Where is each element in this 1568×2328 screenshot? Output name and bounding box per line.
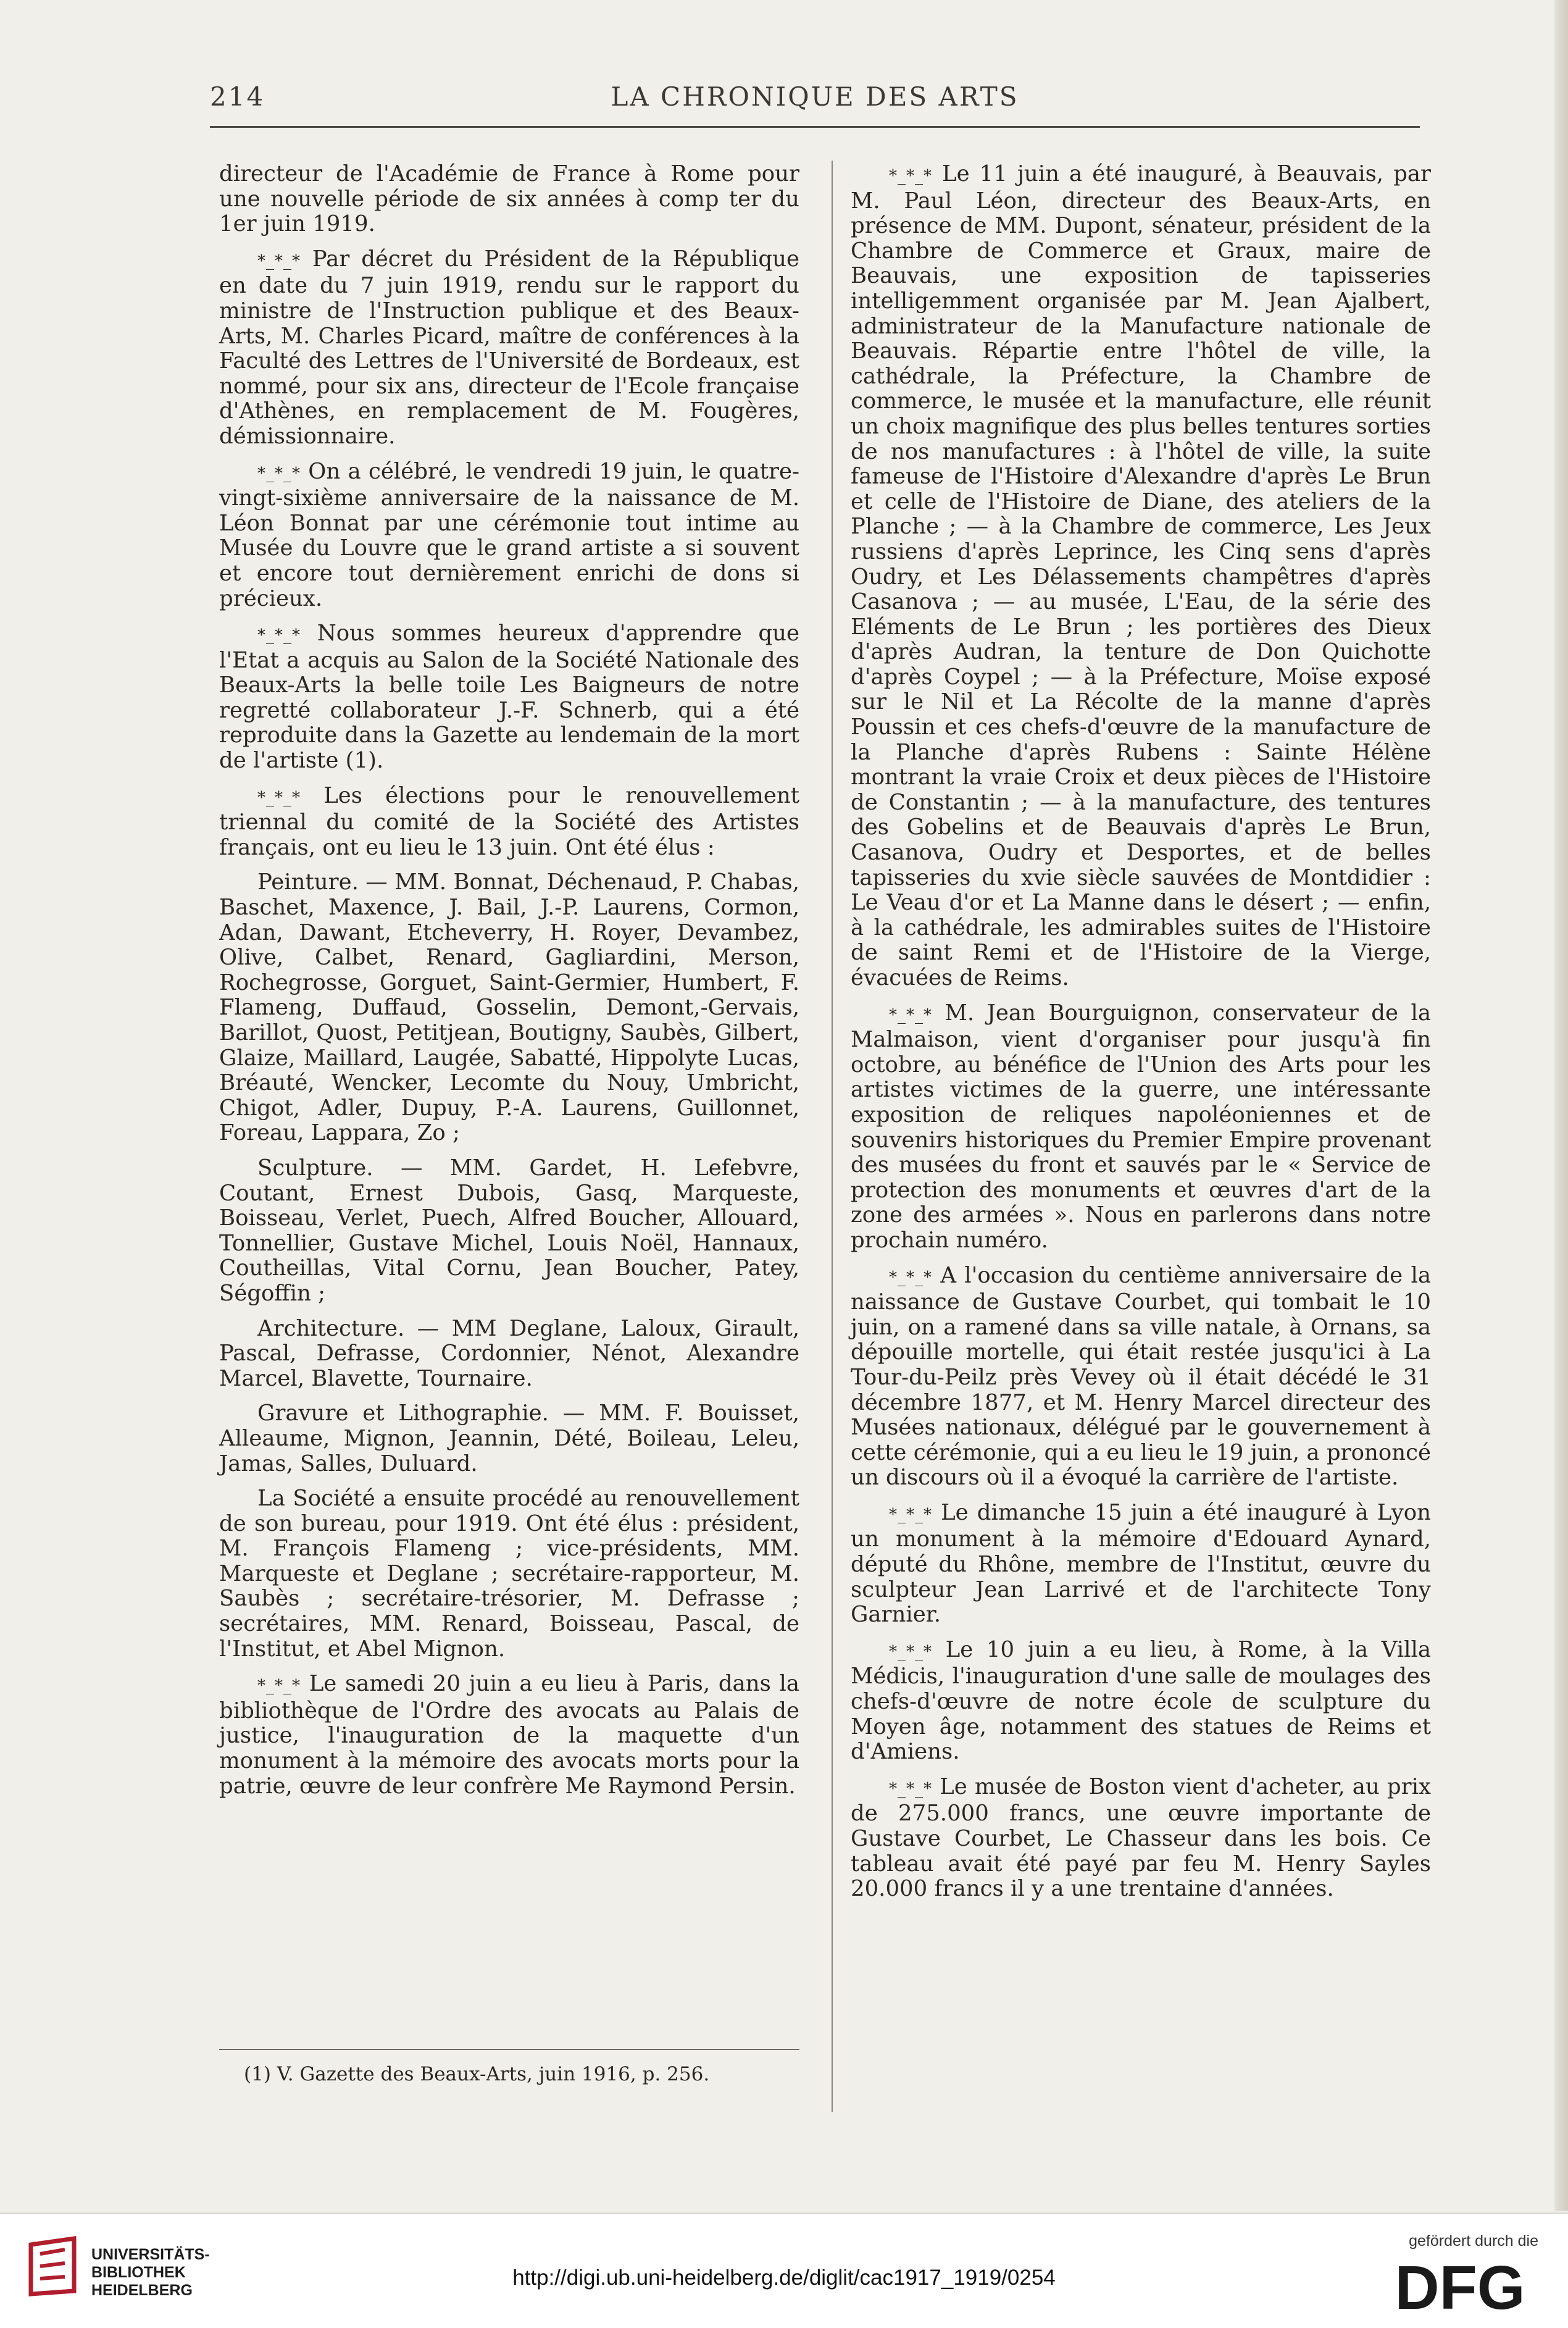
paragraph-text: Peinture. — MM. Bonnat, Déchenaud, P. Chabas, Baschet, Maxence, J. Bail, J.-P. Laurens, Cormon, Adan, Dawant, Etcheverry, H. Royer, Devambez, Olive, Calbet, Renard, Gagliardini, Merson, Rochegrosse, Gorguet, Saint-Germier, Humbert, F. Flameng, Duffaud, Gosselin, Demont,-Gervais, Barillot, Quost, Petitjean, Boutigny, Saubès, Gilbert, Glaize, Maillard, Laugée, Sabatté, Hippolyte Lucas, Bréauté, Wencker, Lecomte du Nouy, Umbricht, Chigot, Adler, Dupuy, P.-A. Laurens, Guillonnet, Foreau, Lappara, Zo ; — [219, 869, 799, 1146]
paragraph-text: Sculpture. — MM. Gardet, H. Lefebvre, Coutant, Ernest Dubois, Gasq, Marqueste, Boisseau, Verlet, Puech, Alfred Boucher, Allouard, Tonnellier, Gustave Michel, Louis Noël, Hannaux, Coutheillas, Vital Cornu, Jean Boucher, Patey, Ségoffin ; — [219, 1155, 799, 1306]
paragraph — [851, 1263, 1431, 1491]
asterism-mark: *_*_* — [889, 1268, 932, 1287]
paragraph-text: La Société a ensuite procédé au renouvellement de son bureau, pour 1919. Ont été élus : président, M. François Flameng ; vice-présidents, MM. Marqueste et Deglane ; secrétaire-rapporteur, M. Saubès ; secrétaire-trésorier, M. Defrasse ; secrétaires, MM. Renard, Boisseau, Pascal, de l'Institut, et Abel Mignon. — [219, 1486, 799, 1662]
asterism-mark: *_*_* — [257, 464, 301, 483]
paragraph — [219, 1401, 799, 1476]
column-divider — [832, 161, 833, 2112]
paragraph-text: A l'occasion du centième anniversaire de la naissance de Gustave Courbet, qui tombait le 10 juin, on a ramené dans sa ville natale, à Ornans, sa dépouille mortelle, qui était restée jusqu'ici à La Tour-du-Peilz près Vevey où il était décédé le 31 décembre 1877, et M. Henry Marcel directeur des Musées nationaux, délégué par le gouvernement à cette cérémonie, qui a eu lieu le 19 juin, a prononcé un discours où il a évoqué la carrière de l'artiste. — [851, 1262, 1431, 1491]
paragraph — [851, 1638, 1431, 1765]
asterism-mark: *_*_* — [889, 167, 932, 185]
paragraph — [219, 162, 799, 237]
paragraph — [219, 1672, 799, 1799]
asterism-mark: *_*_* — [889, 1779, 932, 1798]
header-rule — [210, 126, 1420, 128]
running-header — [210, 82, 1420, 119]
paragraph-text: On a célébré, le vendredi 19 juin, le quatre-vingt-sixième anniversaire de la naissance de M. Léon Bonnat par une cérémonie tout intime au Musée du Louvre que le grand artiste a si souvent et encore tout dernièrement enrichi de dons si précieux. — [219, 458, 799, 611]
funded-by-text: gefördert durch die — [1409, 2232, 1538, 2250]
paragraph — [219, 247, 799, 450]
page-number: 214 — [210, 82, 265, 112]
paragraph-text: Le musée de Boston vient d'acheter, au prix de 275.000 francs, une œuvre importante de Gustave Courbet, Le Chasseur dans les bois. Ce tableau avait été payé par feu M. Henry Sayles 20.000 francs il y a une trentaine d'années. — [851, 1773, 1431, 1902]
paragraph-text: Par décret du Président de la République en date du 7 juin 1919, rendu sur le rapport du ministre de l'Instruction publique et des Beaux-Arts, M. Charles Picard, maître de conférences à la Faculté des Lettres de l'Université de Bordeaux, est nommé, pour six ans, directeur de l'Ecole française d'Athènes, en remplacement de M. Fougères, démissionnaire. — [219, 246, 799, 449]
institution-line: BIBLIOTHEK — [91, 2264, 186, 2281]
footnote-rule — [219, 2049, 799, 2050]
asterism-mark: *_*_* — [889, 1642, 932, 1661]
paragraph-text: Nous sommes heureux d'apprendre que l'Etat a acquis au Salon de la Société Nationale des Beaux-Arts la belle toile Les Baigneurs de notre regretté collaborateur J.-F. Schnerb, qui a été reproduite dans la Gazette au lendemain de la mort de l'artiste (1). — [219, 621, 799, 774]
paragraph — [219, 1317, 799, 1392]
paragraph — [219, 621, 799, 774]
paragraph — [851, 1775, 1431, 1902]
asterism-mark: *_*_* — [257, 788, 301, 807]
paragraph — [851, 162, 1431, 991]
paragraph-text: Le samedi 20 juin a eu lieu à Paris, dans la bibliothèque de l'Ordre des avocats au Palais de justice, l'inauguration de la maquette d'un monument à la mémoire des avocats morts pour la patrie, œuvre de leur confrère Me Raymond Persin. — [219, 1671, 799, 1799]
paragraph — [219, 784, 799, 861]
dfg-logo — [1377, 2257, 1543, 2316]
right-column — [851, 162, 1431, 1912]
source-url[interactable]: http://digi.ub.uni-heidelberg.de/diglit/cac1917_1919/0254 — [512, 2266, 1056, 2290]
dfg-logo-text: DFG — [1395, 2257, 1525, 2316]
asterism-mark: *_*_* — [889, 1005, 932, 1024]
paragraph — [219, 870, 799, 1146]
left-column — [219, 162, 799, 1809]
paragraph — [219, 1156, 799, 1307]
paragraph — [851, 1001, 1431, 1254]
paragraph-text: Gravure et Lithographie. — MM. F. Bouisset, Alleaume, Mignon, Jeannin, Dété, Boileau, Leleu, Jamas, Salles, Duluard. — [219, 1401, 799, 1476]
paragraph-text: Les élections pour le renouvellement triennal du comité de la Société des Artistes français, ont eu lieu le 13 juin. Ont été élus : — [219, 782, 799, 860]
footnote: (1) V. Gazette des Beaux-Arts, juin 1916, p. 256. — [244, 2063, 710, 2085]
paragraph-text: Le 10 juin a eu lieu, à Rome, à la Villa Médicis, l'inauguration d'une salle de moulages des chefs-d'œuvre de notre école de sculpture du Moyen âge, notamment des statues de Reims et d'Amiens. — [851, 1636, 1431, 1765]
paragraph-text: M. Jean Bourguignon, conservateur de la Malmaison, vient d'organiser pour jusqu'à fin octobre, au bénéfice de l'Union des Arts pour les artistes victimes de la guerre, une intéressante exposition de reliques napoléoniennes et de souvenirs historiques du Premier Empire provenant des musées du front et sauvés par le « Service de protection des monuments et œuvres d'art de la zone des armées ». Nous en parlerons dans notre prochain numéro. — [851, 1000, 1431, 1253]
paragraph-text: Le 11 juin a été inauguré, à Beauvais, par M. Paul Léon, directeur des Beaux-Arts, en présence de MM. Dupont, sénateur, président de la Chambre de Commerce et Graux, maire de Beauvais, une exposition de tapisseries intelligemment organisée par M. Jean Ajalbert, administrateur de la Manufacture nationale de Beauvais. Répartie entre l'hôtel de ville, la cathédrale, la Préfecture, la Chambre de commerce, le musée et la manufacture, elle réunit un choix magnifique des plus belles tentures sorties de nos manufactures : à l'hôtel de ville, la suite fameuse de l'Histoire d'Alexandre d'après Le Brun et celle de l'Histoire de Diane, des ateliers de la Planche ; — à la Chambre de commerce, Les Jeux russiens d'après Leprince, les Cinq sens d'après Oudry, et Les Délassements champêtres d'après Casanova ; — au musée, L'Eau, de la série des Eléments de Le Brun ; les portières des Dieux d'après Audran, la tenture de Don Quichotte d'après Coypel ; — à la Préfecture, Moïse exposé sur le Nil et La Récolte de la manne d'après Poussin et ces chefs-d'œuvre de la manufacture de la Planche d'après Rubens : Sainte Hélène montrant la vraie Croix et deux pièces de l'Histoire de Constantin ; — à la manufacture, des tentures des Gobelins et de Beauvais d'après Le Brun, Casanova, Oudry et Desportes, et de belles tapisseries du xvie siècle sauvées de Montdidier : Le Veau d'or et La Manne dans le désert ; — enfin, à la cathédrale, les admirables suites de l'Histoire de saint Remi et de l'Histoire de la Vierge, évacuées de Reims. — [851, 161, 1431, 990]
digitization-footer — [0, 2213, 1568, 2328]
institution-line: HEIDELBERG — [91, 2282, 193, 2299]
paragraph — [219, 459, 799, 612]
paragraph-text: Architecture. — MM Deglane, Laloux, Girault, Pascal, Defrasse, Cordonnier, Nénot, Alexandre Marcel, Blavette, Tournaire. — [219, 1315, 799, 1391]
running-title: LA CHRONIQUE DES ARTS — [611, 82, 1019, 112]
paragraph — [851, 1501, 1431, 1628]
asterism-mark: *_*_* — [257, 251, 301, 270]
asterism-mark: *_*_* — [257, 626, 301, 645]
paragraph — [219, 1486, 799, 1662]
paragraph-text: directeur de l'Académie de France à Rome pour une nouvelle période de six années à comp ter du 1er juin 1919. — [219, 161, 799, 237]
institution-line: UNIVERSITÄTS- — [91, 2246, 210, 2263]
asterism-mark: *_*_* — [889, 1505, 932, 1524]
paragraph-text: Le dimanche 15 juin a été inauguré à Lyon un monument à la mémoire d'Edouard Aynard, député du Rhône, membre de l'Institut, œuvre du sculpteur Jean Larrivé et de l'architecte Tony Garnier. — [851, 1499, 1431, 1628]
page-edge — [1554, 0, 1568, 2211]
asterism-mark: *_*_* — [257, 1677, 301, 1696]
